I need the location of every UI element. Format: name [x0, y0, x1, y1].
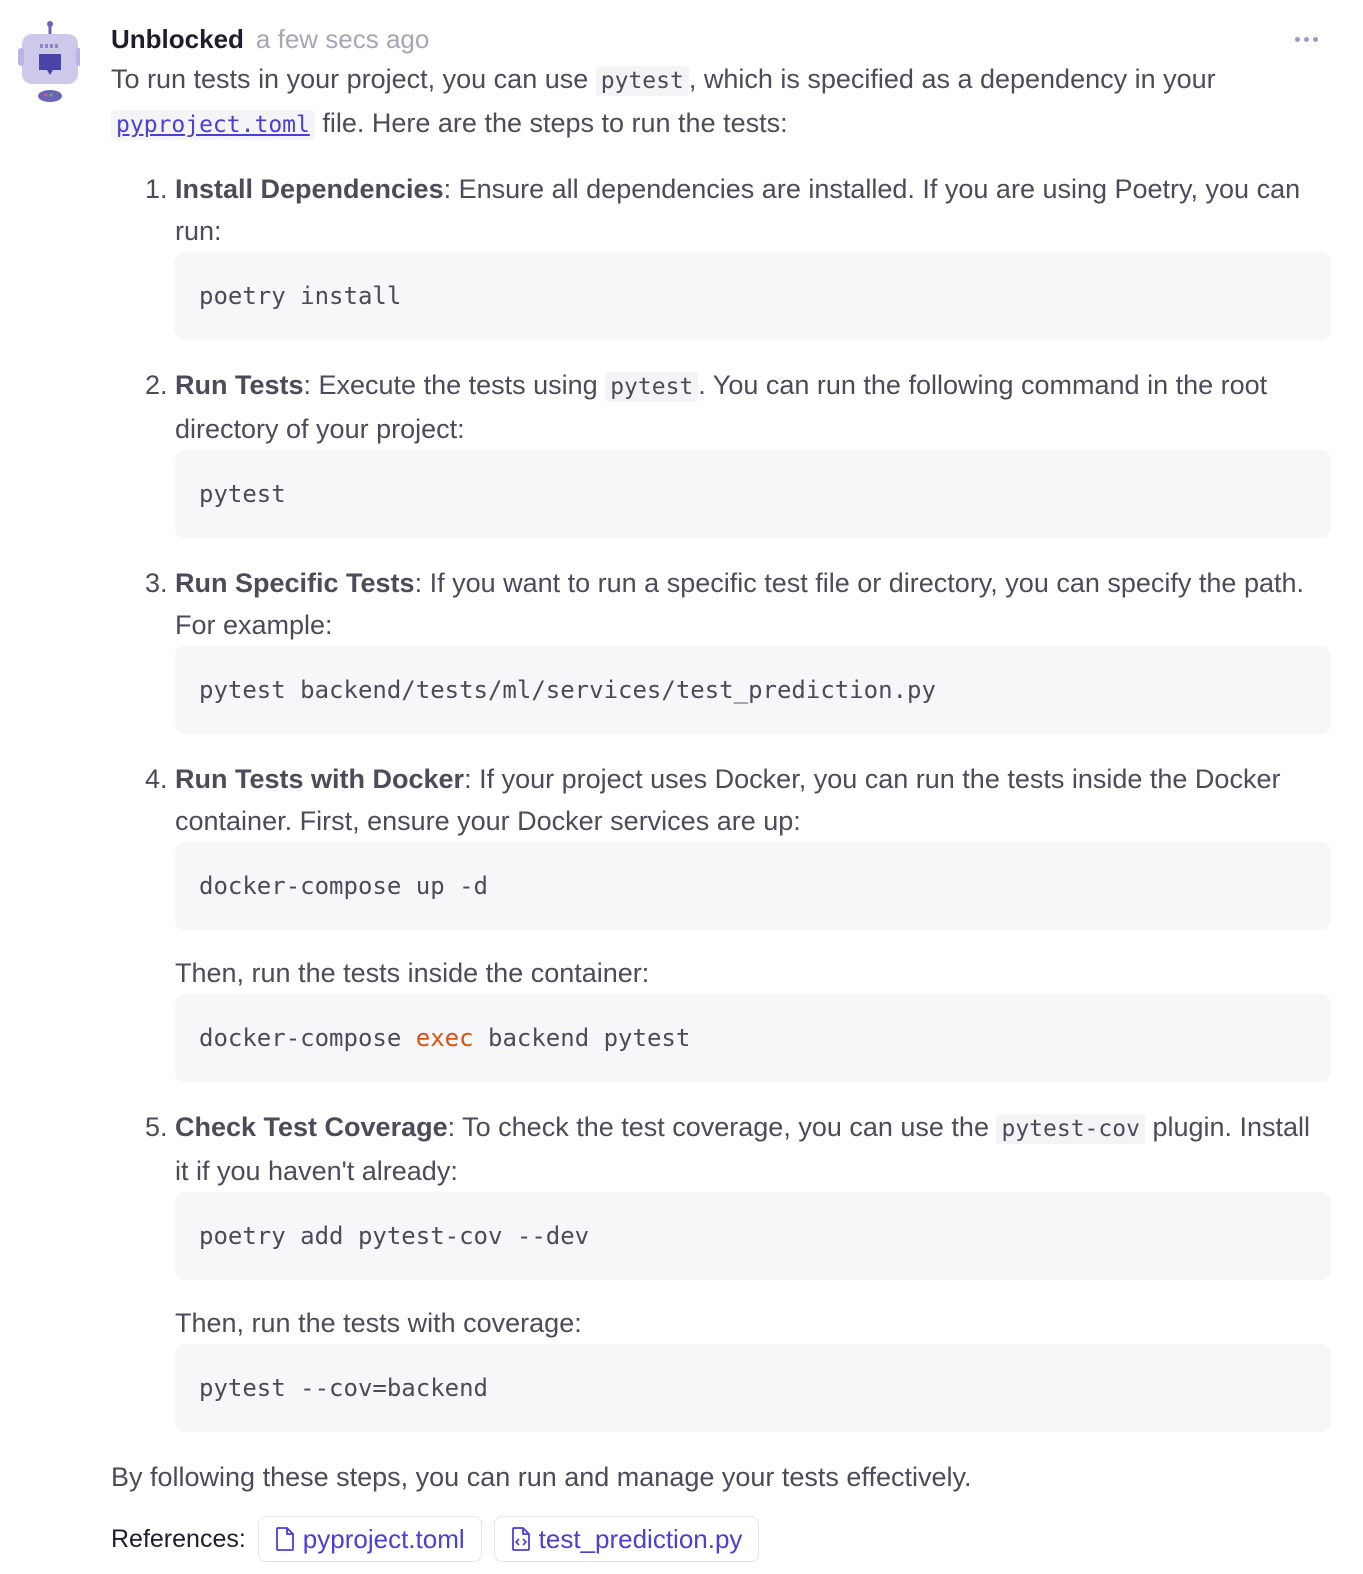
- intro-text: , which is specified as a dependency in your: [688, 64, 1216, 94]
- chat-message: [111, 24, 1331, 1562]
- step-text: plugin. Install it if you haven't already:: [175, 1112, 1311, 1186]
- code-block[interactable]: poetry install: [175, 252, 1331, 340]
- list-item: [175, 562, 1331, 734]
- message-intro: [111, 58, 1331, 146]
- step-text: : To check the test coverage, you can use the: [447, 1112, 997, 1142]
- reference-label: pyproject.toml: [302, 1523, 465, 1554]
- message-outro: By following these steps, you can run and manage your tests effectively.: [111, 1462, 972, 1492]
- code-file-icon: [511, 1527, 531, 1551]
- intro-text: file. Here are the steps to run the tests:: [314, 108, 788, 138]
- step-title: Run Tests: [175, 370, 304, 400]
- references-bar: [111, 1516, 1331, 1562]
- code-block[interactable]: pytest --cov=backend: [175, 1344, 1331, 1432]
- step-followup-text: Then, run the tests with coverage:: [175, 1308, 582, 1338]
- step-title: Run Tests with Docker: [175, 764, 465, 794]
- step-title: Check Test Coverage: [175, 1112, 448, 1142]
- list-item: [175, 1106, 1331, 1432]
- references-label: References:: [111, 1524, 246, 1553]
- code-text: backend pytest: [473, 1024, 691, 1052]
- code-block[interactable]: pytest: [175, 450, 1331, 538]
- inline-code: pytest: [596, 66, 689, 96]
- step-text: : Execute the tests using: [303, 370, 606, 400]
- code-block[interactable]: poetry add pytest-cov --dev: [175, 1192, 1331, 1280]
- bot-avatar-icon: [14, 20, 80, 104]
- step-title: Run Specific Tests: [175, 568, 415, 598]
- step-title: Install Dependencies: [175, 174, 444, 204]
- list-item: [175, 364, 1331, 538]
- reference-label: test_prediction.py: [538, 1523, 743, 1554]
- file-icon: [275, 1527, 295, 1551]
- steps-list: [111, 168, 1331, 1432]
- list-item: [175, 758, 1331, 1082]
- step-text: : Ensure all dependencies are installed. If you are using Poetry, you can run:: [175, 174, 1301, 246]
- message-header: [111, 24, 1331, 58]
- code-keyword: exec: [415, 1024, 474, 1052]
- code-block[interactable]: docker-compose up -d: [175, 842, 1331, 930]
- code-block[interactable]: pytest backend/tests/ml/services/test_prediction.py: [175, 646, 1331, 734]
- inline-code: pytest: [605, 372, 698, 402]
- message-author: Unblocked: [111, 24, 244, 54]
- step-followup-text: Then, run the tests inside the container:: [175, 958, 650, 988]
- code-text: docker-compose: [199, 1024, 416, 1052]
- code-block[interactable]: [175, 994, 1331, 1082]
- step-text: : If you want to run a specific test file or directory, you can specify the path. For example:: [175, 568, 1304, 640]
- step-text: . You can run the following command in the root directory of your project:: [175, 370, 1268, 444]
- reference-chip-pyproject[interactable]: [258, 1516, 482, 1562]
- inline-code: pytest-cov: [996, 1114, 1144, 1144]
- intro-text: To run tests in your project, you can use: [111, 64, 596, 94]
- reference-chip-test-prediction[interactable]: [494, 1516, 760, 1562]
- message-timestamp: a few secs ago: [255, 24, 430, 54]
- step-text: : If your project uses Docker, you can run the tests inside the Docker container. First, ensure your Docker services are up:: [175, 764, 1281, 836]
- list-item: [175, 168, 1331, 340]
- pyproject-link[interactable]: pyproject.toml: [111, 110, 315, 140]
